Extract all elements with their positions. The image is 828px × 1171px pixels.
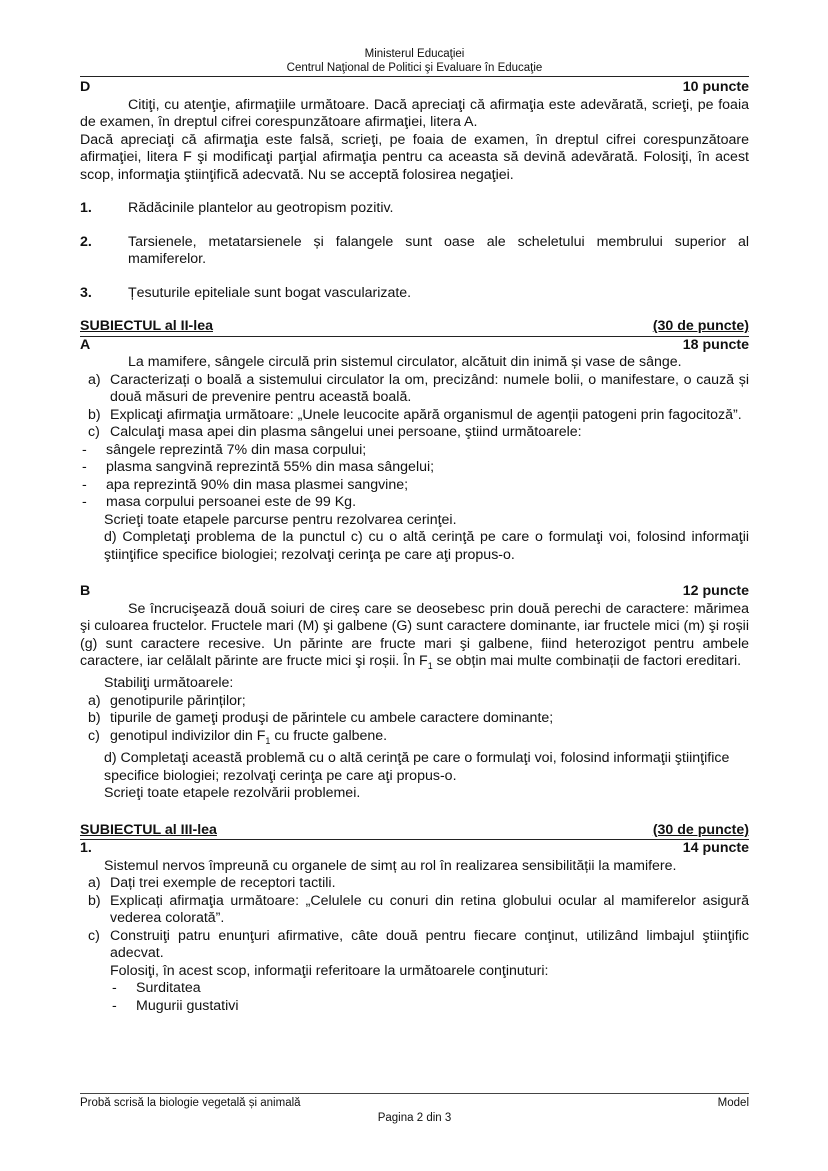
establish-label: Stabiliţi următoarele: — [104, 675, 234, 692]
section-points: 10 puncte — [682, 79, 749, 95]
given-data-item: - plasma sangvină reprezintă 55% din masa sângelui; — [82, 459, 435, 475]
given-data-item: - sângele reprezintă 7% din masa corpului; — [82, 441, 367, 458]
subject-2-heading — [80, 318, 749, 337]
statement-item: 3. Țesuturile epiteliale sunt bogat vascularizate. — [80, 284, 412, 301]
use-info-note: Folosiţi, în acest scop, informaţii referitoare la următoarele conţinuturi: — [110, 962, 549, 979]
task-item: b) tipurile de gameţi produşi de părintele cu ambele caractere dominante; — [88, 710, 554, 727]
subject-title: SUBIECTUL al II-lea — [80, 318, 213, 334]
section-a-intro: La mamifere, sângele circulă prin sistemul circulator, alcătuit din inimă și vase de sânge. — [128, 354, 682, 370]
instructions-paragraph: Dacă apreciaţi că afirmaţia este falsă, scrieţi, pe foaia de examen, în dreptul cifrei corespunzătoare afirmaţiei, litera F şi modificaţi parţial afirmaţia pentru ca aceasta să devină adevărată. Folosiţi, în acest scop, informaţia ştiinţifică adecvată. Nu se acceptă folosirea negaţiei. — [80, 131, 749, 183]
subject-3-heading — [80, 822, 749, 841]
task-item: a) Dați trei exemple de receptori tactili. — [88, 875, 336, 892]
given-data-item: - masa corpului persoanei este de 99 Kg. — [82, 494, 357, 510]
task-item-d: d) Completaţi această problemă cu o altă cerinţă pe care o formulaţi voi, folosind informaţii ştiinţifice specifice biologiei; rezolvaţi cerinţa pe care aţi propus-o. — [104, 750, 730, 784]
header-divider — [80, 76, 749, 77]
exam-name: Probă scrisă la biologie vegetală și animală — [80, 1097, 301, 1109]
footer-divider — [80, 1093, 749, 1094]
page-header — [80, 47, 749, 75]
write-steps-note: Scrieţi toate etapele rezolvării problemei. — [104, 785, 361, 802]
section-b-intro: Se încrucişează două soiuri de cireș care se deosebesc prin două perechi de caractere: mărimea şi culoarea fructelor. Fructele mari (M) şi galbene (G) sunt caractere dominante, iar fructele mici (m) şi roșii (g) sunt caractere recesive. Un părinte are fructe mari şi galbene, fiind heterozigot pentru ambele caractere, iar celălalt părinte are fructe mici şi roșii. În $F_1$ se obțin mai multe combinații de factori ereditari. — [80, 600, 749, 671]
section-d-heading — [80, 79, 749, 97]
task-item: c) Calculaţi masa apei din plasma sângelui unei persoane, ştiind următoarele: — [88, 424, 582, 440]
subject-title: SUBIECTUL al III-lea — [80, 821, 217, 838]
task-item-d: d) Completaţi problema de la punctul c) cu o altă cerinţă pe care o formulaţi voi, folosind informaţii ştiinţifice specifice biologiei; rezolvaţi cerinţa pe care aţi propus-o. — [104, 529, 749, 563]
question-1-heading: 1. 14 puncte — [80, 840, 749, 857]
model-label: Model — [717, 1097, 749, 1109]
section-label: D — [80, 79, 91, 95]
given-data-item: - apa reprezintă 90% din masa plasmei sangvine; — [82, 476, 409, 493]
instructions-paragraph: Citiţi, cu atenţie, afirmaţiile următoare. Dacă apreciaţi că afirmaţia este adevărată, scrieţi, pe foaia de examen, în dreptul cifrei corespunzătoare afirmaţiei, litera A. — [80, 96, 749, 130]
task-item: a) genotipurile părinților; — [88, 692, 246, 709]
subject-points: (30 de puncte) — [652, 821, 749, 838]
statement-item: 1. Rădăcinile plantelor au geotropism pozitiv. — [80, 200, 394, 216]
page-number: Pagina 2 din 3 — [377, 1112, 452, 1124]
document-body — [80, 79, 749, 1015]
page-footer — [80, 1097, 749, 1109]
task-item: c) Construiţi patru enunţuri afirmative, câte două pentru fiecare conţinut, utilizând limbajul ştiinţific adecvat. — [88, 927, 749, 962]
statement-item: 2. Tarsienele, metatarsienele și falangele sunt oase ale scheletului membrului superior al mamiferelor. — [80, 233, 749, 267]
section-a-heading: A 18 puncte — [80, 336, 749, 353]
question-intro: Sistemul nervos împreună cu organele de simț au rol în realizarea sensibilității la mamifere. — [104, 857, 677, 874]
content-item: - Mugurii gustativi — [112, 997, 239, 1014]
task-item: b) Explicaţi afirmaţia următoare: „Unele leucocite apără organismul de agenții patogeni prin fagocitoză”. — [88, 406, 742, 423]
write-steps-note: Scrieţi toate etapele parcurse pentru rezolvarea cerinţei. — [104, 511, 457, 528]
task-item: a) Caracterizați o boală a sistemului circulator la om, precizând: numele bolii, o manifestare, o cauză și două măsuri de prevenire pentru această boală. — [88, 371, 749, 405]
ministry-name: Ministerul Educaţiei — [364, 48, 465, 60]
section-b-heading: B 12 puncte — [80, 583, 749, 599]
task-item: b) Explicați afirmaţia următoare: „Celulele cu conuri din retina globului ocular al mamiferelor asigură vederea colorată”. — [88, 892, 749, 927]
task-item: c) genotipul indivizilor din $F_1$ cu fructe galbene. — [88, 727, 388, 746]
content-item: - Surditatea — [112, 980, 201, 997]
center-name: Centrul Naţional de Politici şi Evaluare în Educaţie — [286, 62, 543, 74]
subject-points: (30 de puncte) — [652, 318, 749, 334]
